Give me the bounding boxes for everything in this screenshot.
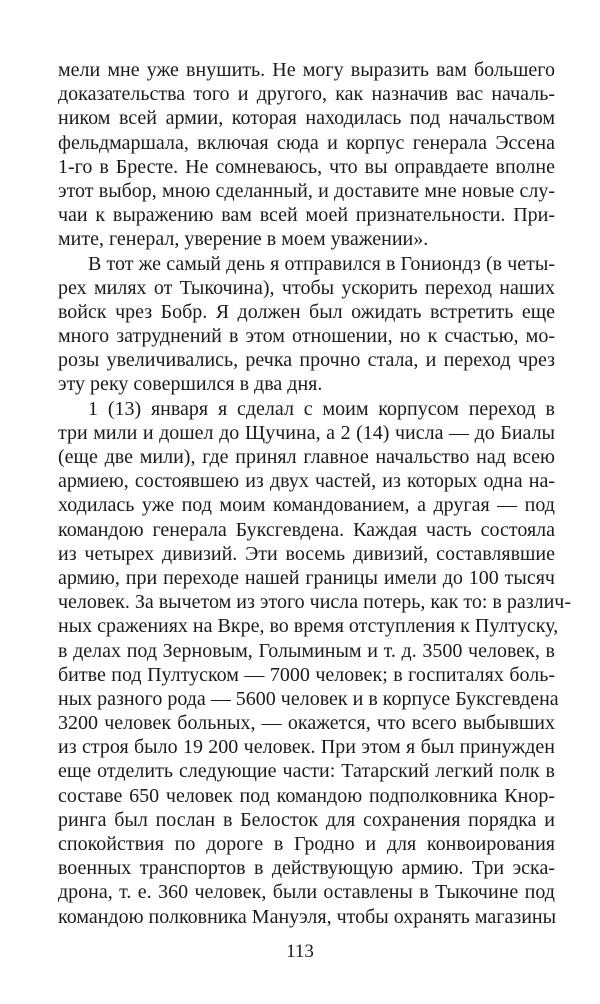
text-line: войск чрез Бобр. Я должен был ожидать встретить еще [58, 300, 555, 323]
text-line: армию, при переходе нашей границы имели до 100 тысяч [58, 566, 555, 589]
text-line: мели мне уже внушить. Не могу выразить вам большего [58, 59, 555, 81]
text-line: (еще две мили), где принял главное начальство над всею [58, 446, 555, 468]
text-line: ником всей армии, которая находилась под начальством [58, 107, 555, 130]
text-line: ходилась уже под моим командованием, а другая — под [58, 494, 555, 517]
paragraph-3 [58, 397, 572, 929]
text-line: битве под Пултуском — 7000 человек; в госпиталях боль- [58, 663, 555, 686]
text-line: человек. За вычетом из этого числа потерь, как то: в различ- [58, 591, 572, 614]
text-line: рех милях от Тыкочина), чтобы ускорить переход наших [58, 276, 555, 299]
text-line: армиею, состоявшею из двух частей, из которых одна на- [58, 470, 555, 493]
text-line: из четырех дивизий. Эти восемь дивизий, составлявшие [58, 542, 555, 565]
page-number: 113 [286, 941, 314, 962]
text-line: ных сражениях на Вкре, во время отступления к Пултуску, [58, 615, 559, 638]
text-line: розы увеличивались, речка прочно стала, и переход чрез [58, 349, 555, 372]
text-line: командою генерала Буксгевдена. Каждая часть состояла [58, 518, 555, 541]
text-line: ринга был послан в Белосток для сохранения порядка и [58, 808, 555, 831]
text-line: В тот же самый день я отправился в Гониондз (в четы- [88, 252, 555, 275]
text-line: в делах под Зерновым, Голыминым и т. д. 3500 человек, в [58, 639, 555, 662]
text-line: этот выбор, мною сделанный, и доставите мне новые слу- [58, 179, 555, 202]
text-line: из строя было 19 200 человек. При этом я был принужден [58, 736, 555, 759]
text-line: 1-го в Бресте. Не сомневаюсь, что вы оправдаете вполне [58, 155, 555, 178]
text-line: спокойствия по дороге в Гродно и для конвоирования [58, 833, 555, 855]
text-line: фельдмаршала, включая сюда и корпус генерала Эссена [58, 131, 555, 154]
page-body [58, 58, 572, 929]
paragraph-2 [58, 252, 555, 397]
text-line: много затруднений в этом отношении, но к счастью, мо- [58, 325, 555, 348]
text-line: военных транспортов в действующую армию. Три эска- [58, 857, 555, 880]
text-line: ных разного рода — 5600 человек и в корпусе Буксгевдена [58, 687, 559, 710]
text-line: 1 (13) января я сделал с моим корпусом переход в [88, 397, 555, 420]
text-line: дрона, т. е. 360 человек, были оставлены в Тыкочине под [58, 881, 555, 904]
text-line: 3200 человек больных, — окажется, что всего выбывших [58, 712, 555, 735]
text-line: три мили и дошел до Щучина, а 2 (14) числа — до Биалы [58, 421, 555, 444]
text-line: командою полковника Мануэля, чтобы охранять магазины [58, 905, 557, 928]
text-line: эту реку совершился в два дня. [58, 373, 323, 396]
text-line: доказательства того и другого, как назначив вас началь- [58, 83, 555, 106]
paragraph-1 [58, 58, 555, 252]
text-line: еще отделить следующие части: Татарский легкий полк в [58, 760, 555, 783]
text-line: чаи к выражению вам всей моей признательности. При- [58, 204, 555, 227]
text-line: составе 650 человек под командою подполковника Кнор- [58, 784, 555, 807]
text-line: мите, генерал, уверение в моем уважении». [58, 228, 429, 251]
